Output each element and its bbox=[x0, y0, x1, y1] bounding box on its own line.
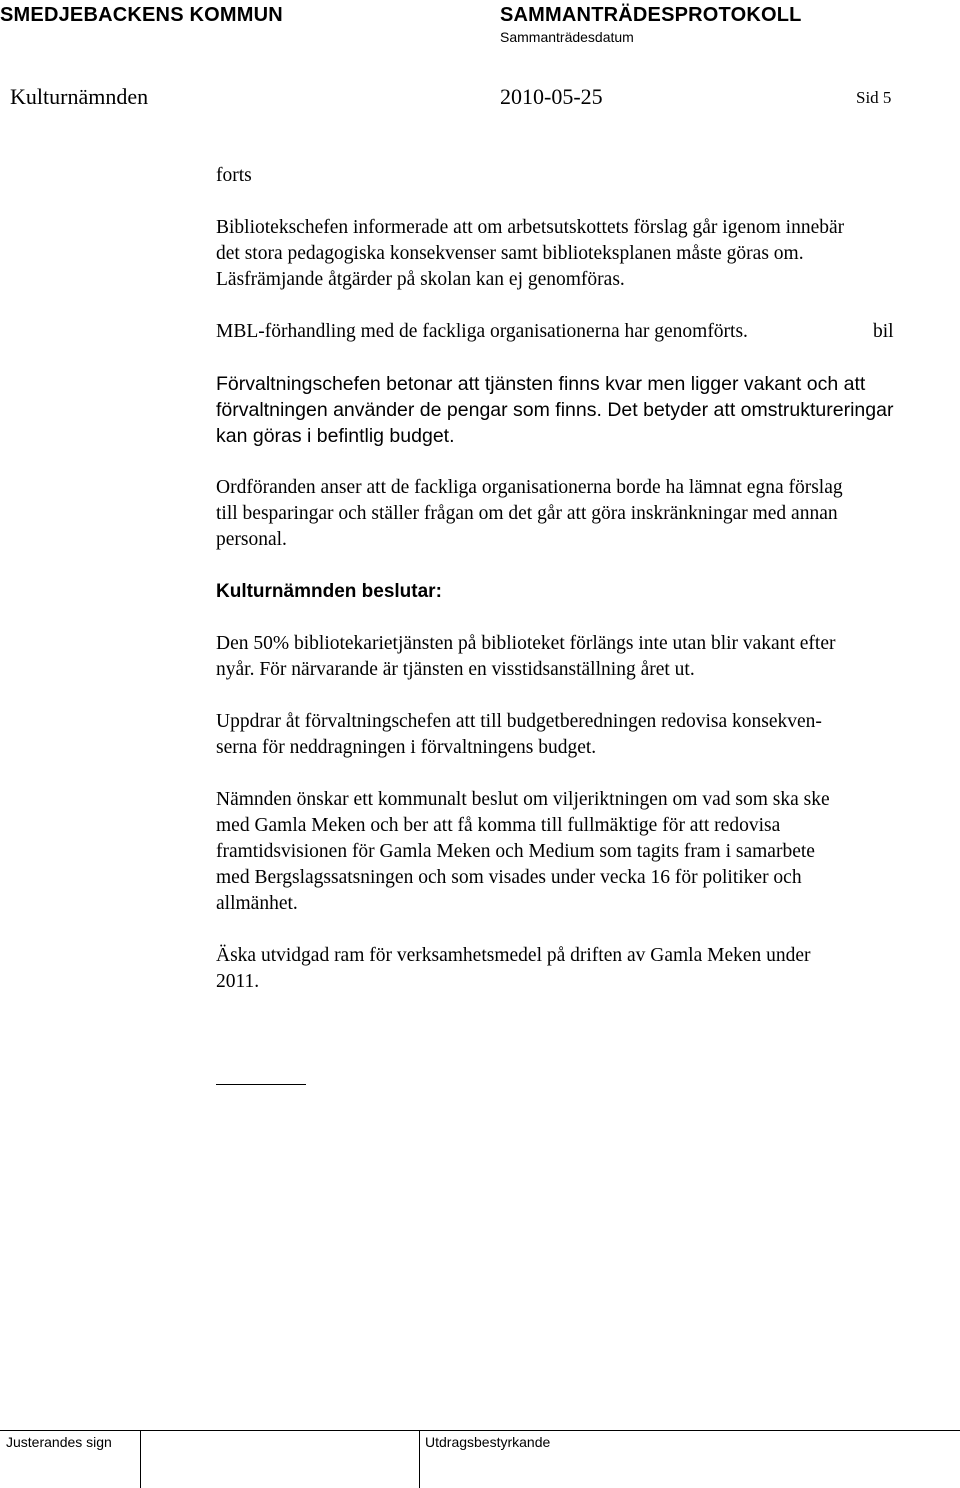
paragraph-administration-chief bbox=[216, 371, 960, 449]
text-line: det stora pedagogiska konsekvenser samt biblioteksplanen måste göras om. bbox=[216, 243, 804, 264]
decision-operating-budget bbox=[216, 943, 960, 995]
signature-label: Justerandes sign bbox=[6, 1434, 112, 1450]
paragraph-chairman bbox=[216, 475, 960, 553]
text-line: 2011. bbox=[216, 971, 260, 992]
decision-librarian-post bbox=[216, 631, 960, 683]
text-line: kan göras i befintlig budget. bbox=[216, 425, 455, 447]
paragraph-library-chief bbox=[216, 215, 960, 293]
text-line: till besparingar och ställer frågan om det går att göra inskränkningar med annan bbox=[216, 503, 838, 524]
decision-heading: Kulturnämnden beslutar: bbox=[216, 581, 442, 602]
extract-certification-label: Utdragsbestyrkande bbox=[425, 1434, 551, 1450]
footer-divider bbox=[140, 1430, 141, 1488]
footer-divider bbox=[419, 1430, 420, 1488]
paragraph-mbl bbox=[216, 319, 960, 345]
footer-rule bbox=[0, 1430, 960, 1431]
text-line: serna för neddragningen i förvaltningens budget. bbox=[216, 737, 597, 758]
text-line: personal. bbox=[216, 529, 287, 550]
continued-label: forts bbox=[216, 165, 252, 186]
text-line: Läsfrämjande åtgärder på skolan kan ej genomföras. bbox=[216, 269, 625, 290]
text-line: allmänhet. bbox=[216, 893, 298, 914]
text-line: nyår. För närvarande är tjänsten en visstidsanställning året ut. bbox=[216, 659, 695, 680]
meeting-date-label: Sammanträdesdatum bbox=[500, 29, 634, 45]
decision-budget-consequences bbox=[216, 709, 960, 761]
meeting-date: 2010-05-25 bbox=[500, 84, 603, 109]
text-line: Den 50% bibliotekarietjänsten på biblioteket förlängs inte utan blir vakant efter bbox=[216, 633, 836, 654]
section-end-rule bbox=[216, 1084, 306, 1085]
minutes-body bbox=[216, 163, 960, 1021]
text-line: Bibliotekschefen informerade att om arbetsutskottets förslag går igenom innebär bbox=[216, 217, 845, 238]
attachment-tag: bil bbox=[873, 321, 894, 342]
page-number: Sid 5 bbox=[856, 88, 892, 107]
document-type: SAMMANTRÄDESPROTOKOLL bbox=[500, 4, 802, 26]
text-line: Ordföranden anser att de fackliga organisationerna borde ha lämnat egna förslag bbox=[216, 477, 843, 498]
text-line: MBL-förhandling med de fackliga organisationerna har genomförts. bbox=[216, 321, 748, 342]
organization-name: SMEDJEBACKENS KOMMUN bbox=[0, 4, 283, 26]
text-line: Förvaltningschefen betonar att tjänsten finns kvar men ligger vakant och att bbox=[216, 373, 866, 395]
text-line: framtidsvisionen för Gamla Meken och Medium som tagits fram i samarbete bbox=[216, 841, 815, 862]
committee-name: Kulturnämnden bbox=[10, 84, 149, 109]
text-line: förvaltningen använder de pengar som finns. Det betyder att omstruktureringar bbox=[216, 399, 894, 421]
text-line: Äska utvidgad ram för verksamhetsmedel på driften av Gamla Meken under bbox=[216, 945, 811, 966]
text-line: Uppdrar åt förvaltningschefen att till budgetberedningen redovisa konsekven- bbox=[216, 711, 822, 732]
text-line: Nämnden önskar ett kommunalt beslut om viljeriktningen om vad som ska ske bbox=[216, 789, 830, 810]
text-line: med Gamla Meken och ber att få komma till fullmäktige för att redovisa bbox=[216, 815, 781, 836]
decision-gamla-meken bbox=[216, 787, 960, 917]
text-line: med Bergslagssatsningen och som visades under vecka 16 för politiker och bbox=[216, 867, 802, 888]
